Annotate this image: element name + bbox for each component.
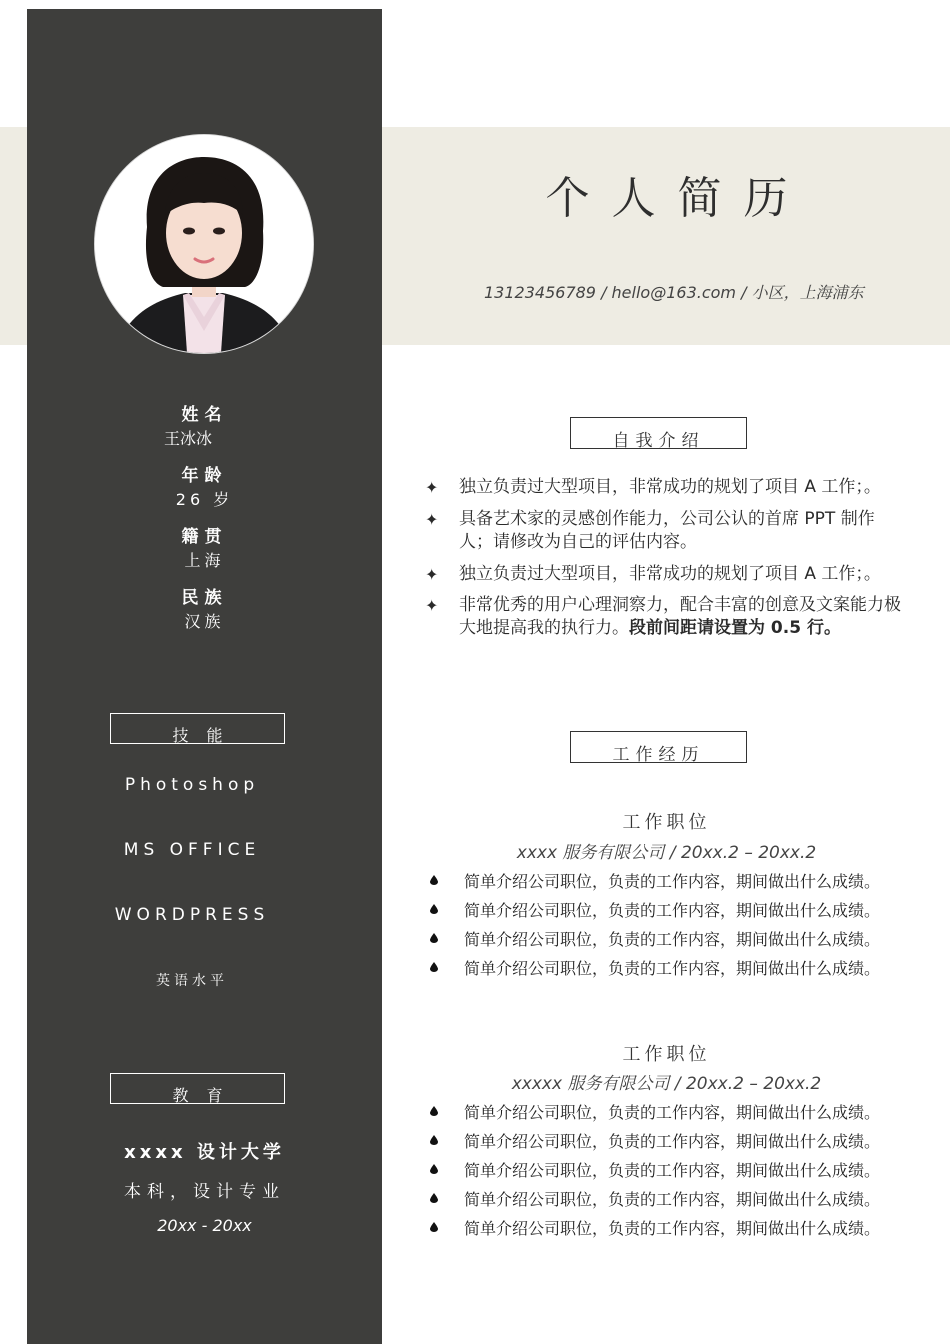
drop-bullet-icon	[430, 933, 438, 943]
page-title: 个人简历	[545, 173, 810, 224]
star-bullet-icon: ✦	[425, 510, 439, 529]
profile-name-label: 姓名	[181, 405, 228, 425]
profile-age-value: 26 岁	[175, 490, 234, 509]
job-item-text: 简单介绍公司职位，负责的工作内容，期间做出什么成绩。	[464, 1190, 881, 1209]
profile-hometown-label: 籍贯	[181, 527, 228, 547]
skills-heading: 技能	[110, 713, 285, 744]
education-heading: 教育	[110, 1073, 285, 1104]
education-school: xxxx 设计大学	[124, 1142, 285, 1163]
drop-bullet-icon	[430, 904, 438, 914]
contact-line: 13123456789 / hello@163.com / 小区，上海浦东	[484, 283, 864, 302]
skill-item: WORDPRESS	[114, 905, 270, 925]
job-item-text: 简单介绍公司职位，负责的工作内容，期间做出什么成绩。	[464, 959, 881, 978]
drop-bullet-icon	[430, 1135, 438, 1145]
job-item-text: 简单介绍公司职位，负责的工作内容，期间做出什么成绩。	[464, 1219, 881, 1238]
star-bullet-icon: ✦	[425, 478, 439, 497]
job-item-text: 简单介绍公司职位，负责的工作内容，期间做出什么成绩。	[464, 1161, 881, 1180]
profile-photo	[95, 135, 313, 353]
star-bullet-icon: ✦	[425, 596, 439, 615]
profile-ethnicity-label: 民族	[181, 588, 228, 608]
job-item-text: 简单介绍公司职位，负责的工作内容，期间做出什么成绩。	[464, 901, 881, 920]
job-title: 工作职位	[622, 812, 711, 833]
job-company: xxxxx 服务有限公司 / 20xx.2 – 20xx.2	[511, 1074, 822, 1094]
profile-name-value: 王冰冰	[164, 429, 213, 448]
star-bullet-icon: ✦	[425, 565, 439, 584]
intro-heading: 自我介绍	[570, 417, 747, 449]
drop-bullet-icon	[430, 962, 438, 972]
work-heading: 工作经历	[570, 731, 747, 763]
profile-ethnicity-value: 汉族	[184, 612, 225, 631]
profile-hometown-value: 上海	[184, 551, 225, 570]
intro-item-bold-text: 段前间距请设置为 0.5 行。	[629, 618, 841, 638]
job-item-text: 简单介绍公司职位，负责的工作内容，期间做出什么成绩。	[464, 872, 881, 891]
job-item-text: 简单介绍公司职位，负责的工作内容，期间做出什么成绩。	[464, 1103, 881, 1122]
drop-bullet-icon	[430, 1106, 438, 1116]
job-company: xxxx 服务有限公司 / 20xx.2 – 20xx.2	[516, 843, 817, 863]
education-years: 20xx - 20xx	[157, 1216, 252, 1235]
job-item-text: 简单介绍公司职位，负责的工作内容，期间做出什么成绩。	[464, 930, 881, 949]
intro-item-text: 非常优秀的用户心理洞察力，配合丰富的创意及文案能力极大地提高我的执行力。	[459, 595, 901, 638]
drop-bullet-icon	[430, 1222, 438, 1232]
job-title: 工作职位	[622, 1044, 711, 1065]
drop-bullet-icon	[430, 1164, 438, 1174]
drop-bullet-icon	[430, 1193, 438, 1203]
skill-item: Photoshop	[124, 775, 260, 795]
job-item-text: 简单介绍公司职位，负责的工作内容，期间做出什么成绩。	[464, 1132, 881, 1151]
drop-bullet-icon	[430, 875, 438, 885]
skill-item: MS OFFICE	[123, 840, 261, 860]
education-degree: 本科，设计专业	[124, 1182, 285, 1202]
profile-age-label: 年龄	[181, 466, 228, 486]
skill-item: 英语水平	[156, 973, 228, 989]
